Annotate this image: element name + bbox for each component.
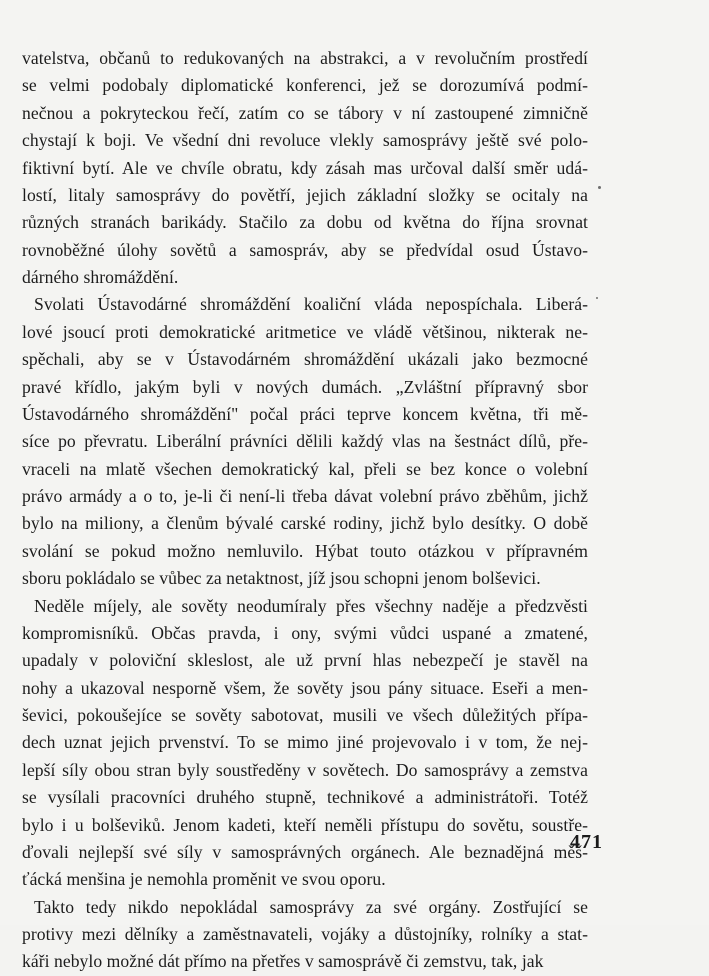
page-number: 471	[570, 831, 603, 853]
paper-speck	[598, 186, 601, 189]
text-line: fiktivní bytí. Ale ve chvíle obratu, kdy zásah mas určoval další směr udá-	[22, 157, 588, 178]
text-line: svolání se pokud možno nemluvilo. Hýbat touto otázkou v přípravném	[22, 540, 588, 561]
text-line: bylo na miliony, a členům bývalé carské rodiny, jichž bylo desítky. O době	[22, 513, 588, 534]
text-line: lostí, litaly samosprávy do povětří, jejich základní složky se ocitaly na	[22, 184, 588, 205]
text-line: se velmi podobaly diplomatické konferenci, jež se dorozumívá podmí-	[22, 75, 588, 96]
text-line: kompromisníků. Občas pravda, i ony, svými vůdci uspané a zmatené,	[22, 622, 588, 643]
text-line: právo armády a o to, je-li či není-li třeba dávat volební právo zběhům, jichž	[22, 486, 588, 506]
text-line: protivy mezi dělníky a zaměstnavateli, vojáky a důstojníky, rolníky a stat-	[22, 924, 588, 944]
text-line: nečnou a pokryteckou řečí, zatím co se tábory v ní zastoupené zimničně	[22, 102, 588, 123]
text-line: vatelstva, občanů to redukovaných na abstrakci, a v revolučním prostředí	[22, 48, 588, 68]
text-line: upadaly v poloviční skleslost, ale už první hlas nebezpečí je stavěl na	[22, 650, 588, 671]
text-line: pravé křídlo, jakým byli v nových dumách. „Zvláštní přípravný sbor	[22, 376, 588, 397]
text-line: dech uznat jejich prvenství. To se mimo jiné projevovalo i v tom, že nej-	[22, 732, 588, 753]
text-line: chystají k boji. Ve všední dni revoluce vlekly samosprávy ještě své polo-	[22, 130, 588, 151]
text-line: rovnoběžné úlohy sovětů a samospráv, aby se předvídal osud Ústavo-	[22, 239, 588, 260]
text-line: spěchali, aby se v Ústavodárném shromáždění ukázali jako bezmocné	[22, 349, 588, 370]
text-line: sboru pokládalo se vůbec za netaktnost, jíž jsou schopni jenom bolševici.	[22, 568, 541, 589]
text-line: dárného shromáždění.	[22, 267, 179, 287]
paper-speck	[596, 297, 598, 299]
text-line: ševici, pokoušejíce se sověty sabotovat, musili ve všech důležitých přípa-	[22, 705, 588, 725]
text-line: Takto tedy nikdo nepokládal samosprávy za své orgány. Zostřující se	[34, 896, 588, 917]
text-line: ďovali nejlepší své síly v samosprávných orgánech. Ale beznadějná měš-	[22, 841, 588, 862]
text-line: síce po převratu. Liberální právníci dělili každý vlas na šestnáct dílů, pře-	[22, 431, 588, 452]
text-line: lepší síly obou stran byly soustředěny v sovětech. Do samosprávy a zemstva	[22, 759, 588, 780]
text-line: ťácká menšina je nemohla proměnit ve svou oporu.	[22, 869, 386, 890]
text-line: lové jsoucí proti demokratické aritmetice ve vládě většinou, nikterak ne-	[22, 321, 588, 342]
text-line: Svolati Ústavodárné shromáždění koaliční vláda nepospíchala. Liberá-	[34, 294, 588, 315]
body-text	[22, 45, 588, 976]
text-line: se vysílali pracovníci druhého stupně, technikové a administrátoři. Totéž	[22, 787, 588, 808]
text-line: nohy a ukazoval nesporně všem, že sověty jsou pány situace. Eseři a men-	[22, 677, 588, 698]
text-line: vraceli na mlatě všechen demokratický kal, přeli se bez konce o volební	[22, 458, 588, 479]
text-line: Ústavodárného shromáždění" počal práci teprve koncem května, tři mě-	[22, 403, 588, 424]
text-line: káři nebylo možné dát přímo na přetřes v samosprávě či zemstvu, tak, jak	[22, 951, 544, 972]
text-line: Neděle míjely, ale sověty neodumíraly přes všechny naděje a předzvěsti	[34, 595, 588, 616]
text-line: bylo i u bolševiků. Jenom kadeti, kteří neměli přístupu do sovětu, soustře-	[22, 814, 588, 835]
text-line: různých stranách barikády. Stačilo za dobu od května do října srovnat	[22, 212, 588, 233]
